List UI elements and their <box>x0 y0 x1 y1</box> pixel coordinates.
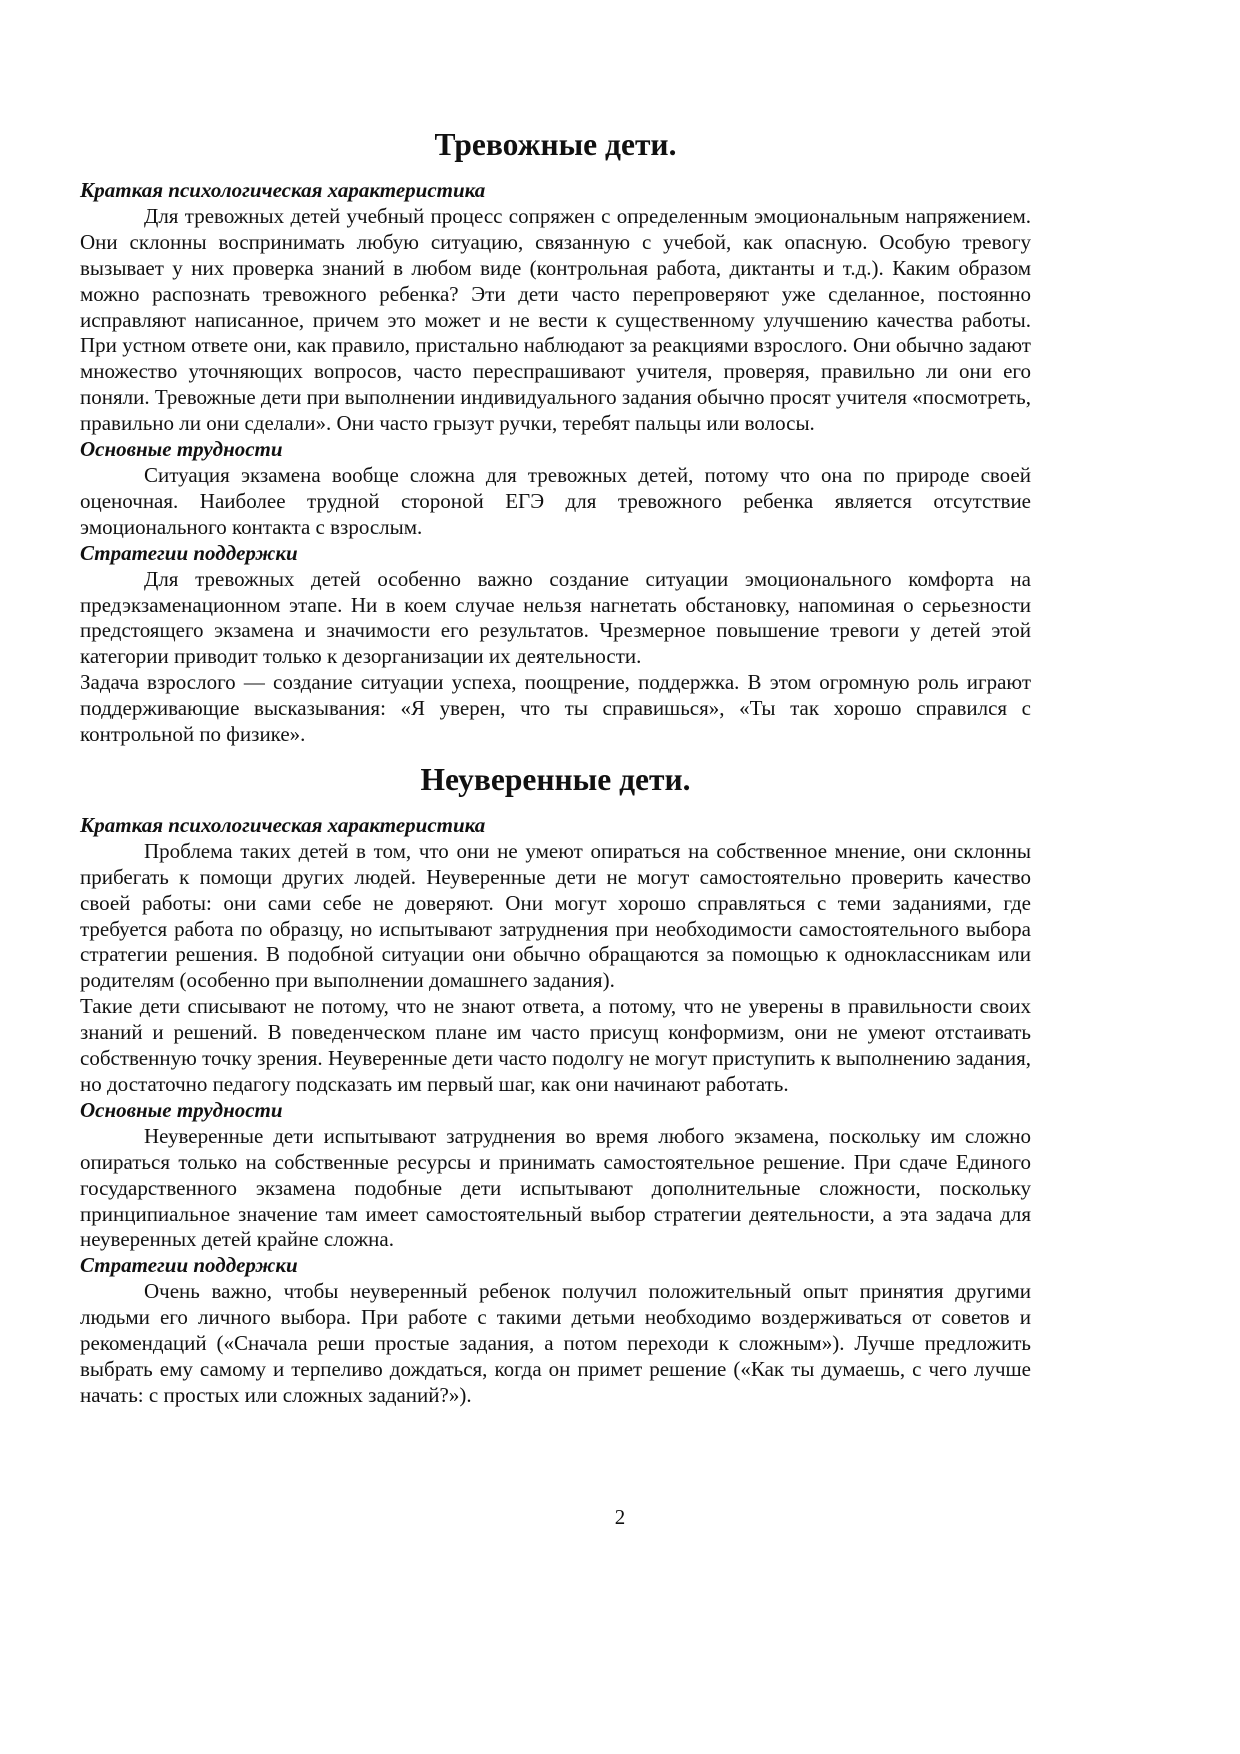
section-anxious-children <box>80 128 1031 748</box>
paragraph: Неуверенные дети испытывают затруднения во время любого экзамена, поскольку им сложно опираться только на собственные ресурсы и принимать самостоятельное решение. При сдаче Единого государственного экзамена подобные дети испытывают дополнительные сложности, поскольку принципиальное значение там имеет самостоятельный выбор стратегии деятельности, а эта задача для неуверенных детей крайне сложна. <box>80 1123 1031 1252</box>
paragraph: Для тревожных детей учебный процесс сопряжен с определенным эмоциональным напряжением. Они склонны воспринимать любую ситуацию, связанную с учебой, как опасную. Особую тревогу вызывает у них проверка знаний в любом виде (контрольная работа, диктанты и т.д.). Каким образом можно распознать тревожного ребенка? Эти дети часто перепроверяют уже сделанное, постоянно исправляют написанное, причем это может и не вести к существенному улучшению качества работы. При устном ответе они, как правило, пристально наблюдают за реакциями взрослого. Они обычно задают множество уточняющих вопросов, часто переспрашивают учителя, проверяя, правильно ли они его поняли. Тревожные дети при выполнении индивидуального задания обычно просят учителя «посмотреть, правильно ли они сделали». Они часто грызут ручки, теребят пальцы или волосы. <box>80 203 1031 436</box>
section-title: Тревожные дети. <box>434 127 677 162</box>
subsection-heading: Стратегии поддержки <box>80 1253 298 1278</box>
document-page <box>80 128 1031 1409</box>
paragraph: Ситуация экзамена вообще сложна для тревожных детей, потому что она по природе своей оценочная. Наиболее трудной стороной ЕГЭ для тревожного ребенка является отсутствие эмоционального контакта с взрослым. <box>80 462 1031 539</box>
section-insecure-children <box>80 763 1031 1409</box>
subsection-heading: Основные трудности <box>80 1097 283 1122</box>
section-title: Неуверенные дети. <box>420 761 691 797</box>
paragraph: Очень важно, чтобы неуверенный ребенок получил положительный опыт принятия другими людьми его личного выбора. При работе с такими детьми необходимо воздерживаться от советов и рекомендаций («Сначала реши простые задания, а потом переходи к сложным»). Лучше предложить выбрать ему самому и терпеливо дождаться, когда он примет решение («Как ты думаешь, с чего лучше начать: с простых или сложных заданий?»). <box>80 1279 1031 1407</box>
paragraph: Задача взрослого — создание ситуации успеха, поощрение, поддержка. В этом огромную роль играют поддерживающие высказывания: «Я уверен, что ты справишься», «Ты так хорошо справился с контрольной по физике». <box>80 670 1031 747</box>
paragraph: Такие дети списывают не потому, что не знают ответа, а потому, что не уверены в правильности своих знаний и решений. В поведенческом плане им часто присущ конформизм, они не умеют отстаивать собственную точку зрения. Неуверенные дети часто подолгу не могут приступить к выполнению задания, но достаточно педагогу подсказать им первый шаг, как они начинают работать. <box>80 994 1031 1096</box>
paragraph: Для тревожных детей особенно важно создание ситуации эмоционального комфорта на предэкзаменационном этапе. Ни в коем случае нельзя нагнетать обстановку, напоминая о серьезности предстоящего экзамена и значимости его результатов. Чрезмерное повышение тревоги у детей этой категории приводит только к дезорганизации их деятельности. <box>80 566 1031 669</box>
subsection-heading: Основные трудности <box>80 437 283 462</box>
subsection-heading: Стратегии поддержки <box>80 540 298 565</box>
subsection-heading: Краткая психологическая характеристика <box>80 812 486 837</box>
page-number: 2 <box>614 1505 626 1529</box>
subsection-heading: Краткая психологическая характеристика <box>80 178 486 202</box>
paragraph: Проблема таких детей в том, что они не умеют опираться на собственное мнение, они склонны прибегать к помощи других людей. Неуверенные дети не могут самостоятельно проверить качество своей работы: они сами себе не доверяют. Они могут хорошо справляться с теми заданиями, где требуется работа по образцу, но испытывают затруднения при необходимости самостоятельного выбора стратегии решения. В подобной ситуации они обычно обращаются за помощью к одноклассникам или родителям (особенно при выполнении домашнего задания). <box>80 838 1031 993</box>
